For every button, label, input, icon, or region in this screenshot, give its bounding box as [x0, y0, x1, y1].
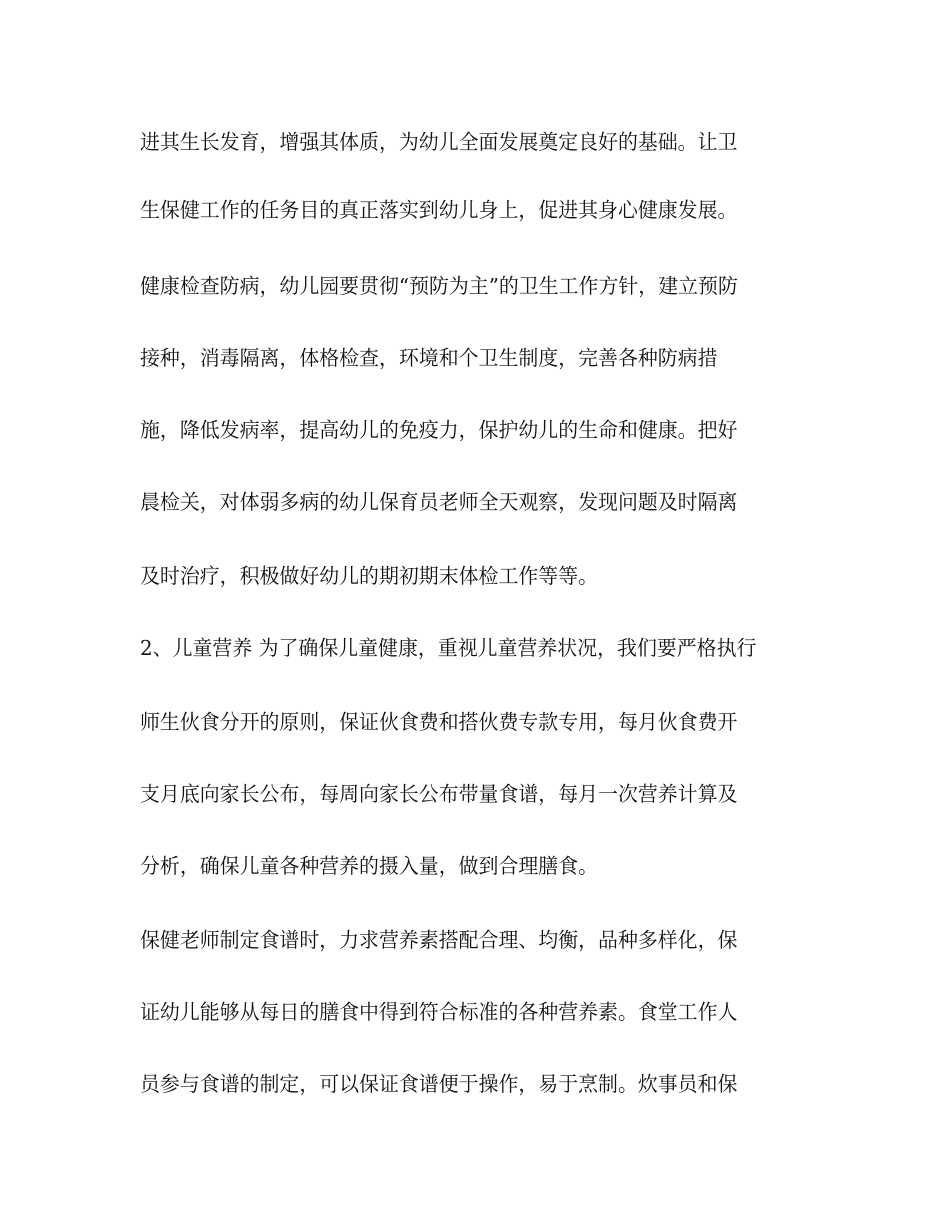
text-line: 保健老师制定食谱时，力求营养素搭配合理、均衡，品种多样化，保	[140, 928, 738, 952]
text-line: 员参与食谱的制定，可以保证食谱便于操作，易于烹制。炊事员和保	[140, 1072, 738, 1096]
text-line: 接种，消毒隔离，体格检查，环境和个卫生制度，完善各种防病措	[140, 346, 718, 370]
text-line: 师生伙食分开的原则，保证伙食费和搭伙费专款专用，每月伙食费开	[140, 710, 738, 734]
text-line: 2、儿童营养 为了确保儿童健康，重视儿童营养状况，我们要严格执行	[140, 636, 757, 660]
text-line: 进其生长发育，增强其体质，为幼儿全面发展奠定良好的基础。让卫	[140, 130, 738, 154]
text-line: 证幼儿能够从每日的膳食中得到符合标准的各种营养素。食堂工作人	[140, 1000, 738, 1024]
text-line: 支月底向家长公布，每周向家长公布带量食谱，每月一次营养计算及	[140, 782, 738, 806]
text-line: 晨检关，对体弱多病的幼儿保育员老师全天观察，发现问题及时隔离	[140, 490, 738, 514]
text-line: 及时治疗，积极做好幼儿的期初期末体检工作等等。	[140, 564, 599, 588]
text-line: 施，降低发病率，提高幼儿的免疫力，保护幼儿的生命和健康。把好	[140, 418, 738, 442]
text-line: 生保健工作的任务目的真正落实到幼儿身上，促进其身心健康发展。	[140, 198, 738, 222]
text-line: 分析，确保儿童各种营养的摄入量，做到合理膳食。	[140, 854, 599, 878]
text-line: 健康检查防病，幼儿园要贯彻“预防为主”的卫生工作方针，建立预防	[140, 274, 738, 298]
